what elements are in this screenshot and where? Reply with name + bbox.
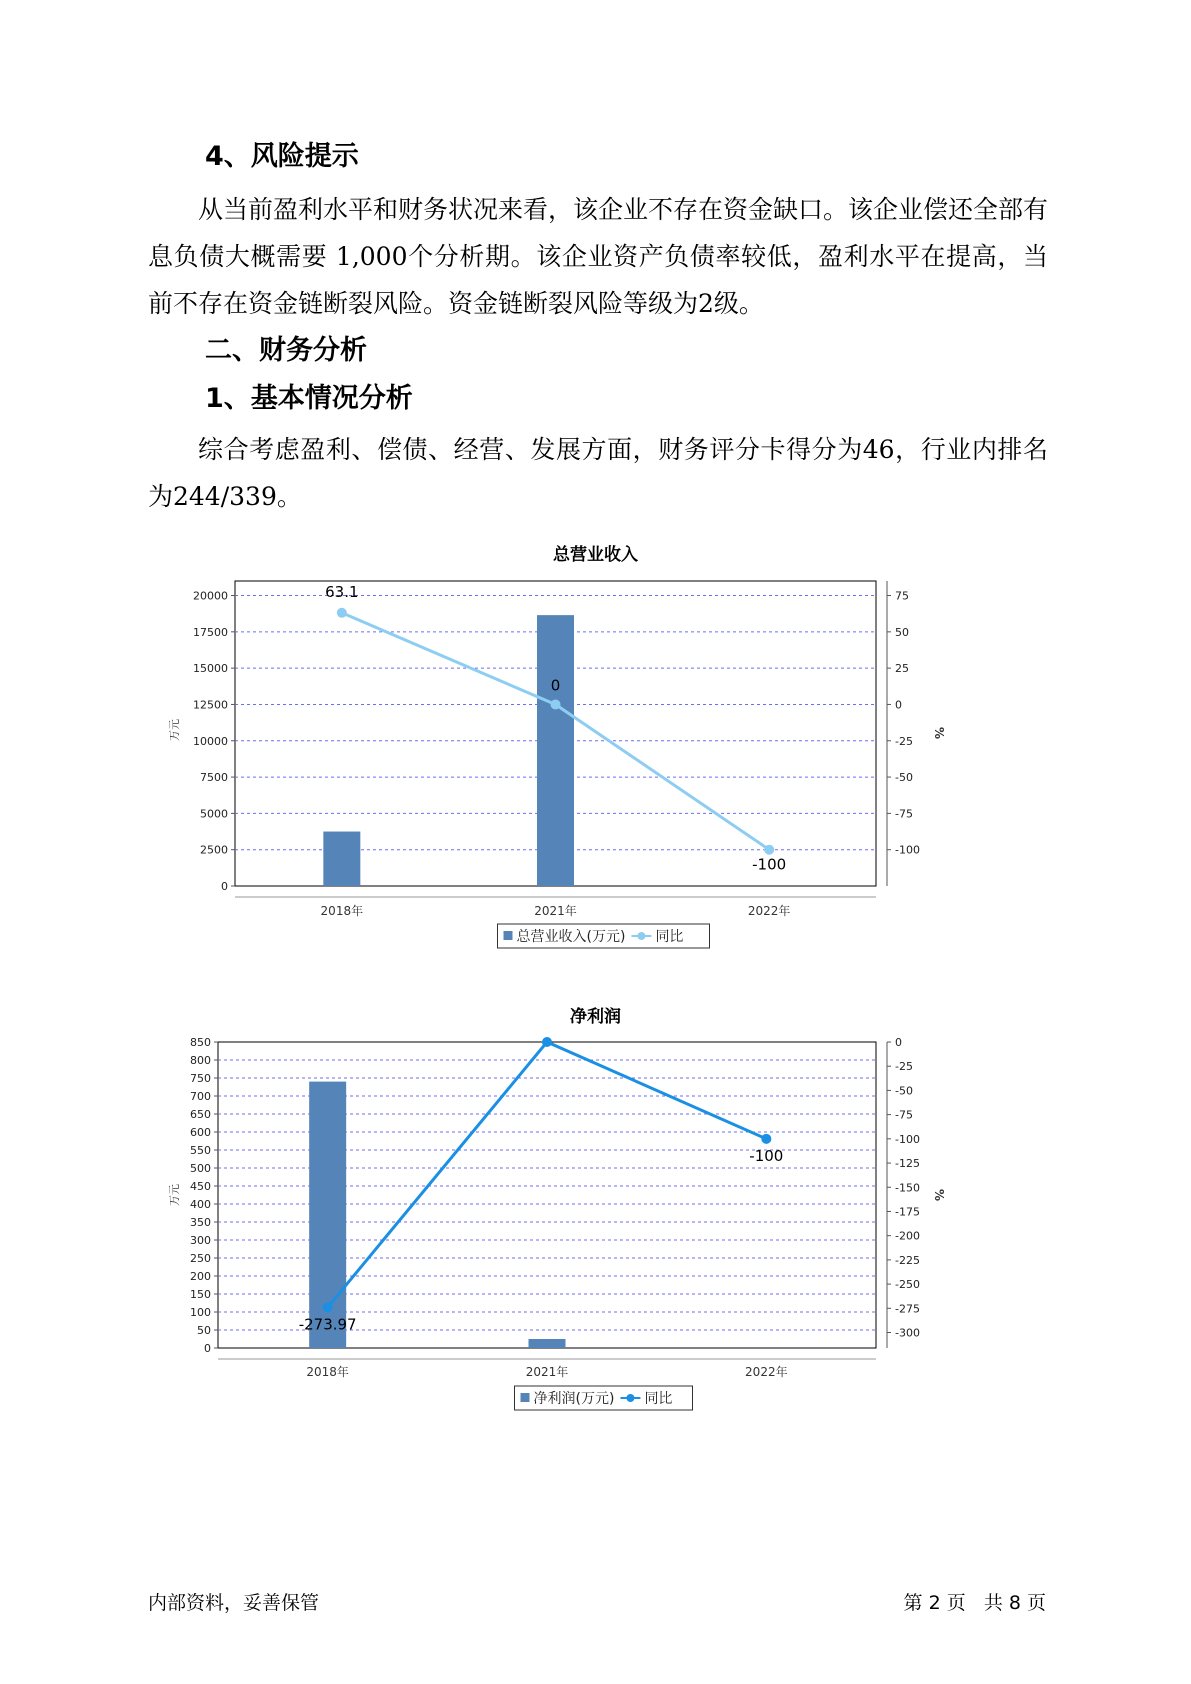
y-tick-label: 50 [197, 1324, 211, 1337]
y2-tick-label: 0 [895, 1036, 902, 1049]
data-label: -273.97 [298, 1315, 357, 1334]
basic-paragraph: 综合考虑盈利、偿债、经营、发展方面，财务评分卡得分为46，行业内排名为244/339。 [148, 435, 1048, 511]
y-tick-label: 0 [221, 880, 228, 893]
y2-tick-label: -50 [895, 771, 913, 785]
y2-tick-label: -125 [895, 1157, 920, 1171]
footer-page-number: 第 2 页 共 8 页 [903, 1592, 1046, 1614]
legend-bar-swatch [504, 931, 513, 940]
y-tick-label: 800 [190, 1054, 211, 1067]
y2-tick-label: -275 [895, 1302, 920, 1316]
legend-bar-label: 总营业收入(万元) [516, 929, 626, 945]
x-tick-label: 2022年 [745, 1365, 788, 1379]
y2-axis-label: % [932, 726, 946, 740]
legend-line-marker [626, 1394, 634, 1402]
revenue-chart [0, 565, 1191, 960]
y-tick-label: 5000 [200, 807, 228, 821]
y2-tick-label: -50 [895, 1084, 913, 1098]
y2-tick-label: -75 [895, 807, 913, 821]
y-tick-label: 0 [204, 1342, 211, 1355]
y-tick-label: 700 [190, 1090, 211, 1103]
y-tick-label: 450 [190, 1180, 211, 1193]
y-tick-label: 400 [190, 1198, 211, 1211]
x-tick-label: 2021年 [525, 1365, 569, 1379]
y2-tick-label: -225 [895, 1253, 920, 1267]
y2-tick-label: -150 [895, 1181, 920, 1195]
y-tick-label: 300 [190, 1234, 211, 1247]
legend-bar-swatch [521, 1393, 530, 1402]
y-tick-label: 850 [190, 1036, 211, 1049]
x-tick-label: 2022年 [747, 904, 791, 918]
y-tick-label: 200 [190, 1270, 211, 1283]
y-tick-label: 550 [190, 1144, 211, 1157]
y-tick-label: 2500 [200, 843, 228, 857]
x-tick-label: 2018年 [320, 904, 364, 918]
y-tick-label: 600 [190, 1126, 211, 1139]
x-tick-label: 2018年 [306, 1365, 349, 1379]
legend-line-label: 同比 [644, 1391, 673, 1407]
data-label: 63.1 [325, 582, 359, 601]
y-tick-label: 20000 [193, 589, 228, 603]
y2-tick-label: 75 [895, 589, 909, 603]
legend-bar-label: 净利润(万元) [533, 1391, 615, 1407]
legend-line-label: 同比 [655, 929, 684, 945]
y2-tick-label: 50 [895, 625, 909, 639]
line-point [764, 845, 774, 855]
line-point [551, 699, 561, 709]
y2-tick-label: -300 [895, 1326, 920, 1340]
y2-tick-label: 25 [895, 662, 909, 676]
chart-title-revenue: 总营业收入 [553, 545, 638, 565]
y-tick-label: 100 [190, 1306, 211, 1319]
y2-axis-label: % [932, 1188, 946, 1202]
y-tick-label: 7500 [200, 771, 228, 785]
y-tick-label: 650 [190, 1108, 211, 1121]
y-tick-label: 500 [190, 1162, 211, 1175]
y2-tick-label: -200 [895, 1229, 920, 1243]
bar [537, 615, 574, 886]
data-label: 0 [550, 676, 561, 695]
finance-heading: 二、财务分析 [205, 335, 367, 366]
data-label: -100 [752, 855, 787, 874]
line-point [761, 1134, 771, 1144]
risk-paragraph: 从当前盈利水平和财务状况来看，该企业不存在资金缺口。该企业偿还全部有息负债大概需要 1,000个分析期。该企业资产负债率较低，盈利水平在提高，当前不存在资金链断裂风险。资金链断裂风险等级为2级。 [148, 195, 1049, 318]
y2-tick-label: -75 [895, 1108, 913, 1122]
bar [529, 1339, 566, 1348]
y-tick-label: 750 [190, 1072, 211, 1085]
risk-heading: 4、风险提示 [205, 141, 359, 172]
y2-tick-label: -25 [895, 1060, 913, 1074]
chart-title-profit: 净利润 [570, 1007, 621, 1027]
x-tick-label: 2021年 [534, 904, 577, 918]
y-tick-label: 15000 [193, 662, 228, 676]
y-tick-label: 350 [190, 1216, 211, 1229]
y-tick-label: 17500 [193, 625, 228, 639]
line-point [542, 1037, 552, 1047]
legend-line-marker [637, 932, 645, 940]
net-profit-chart [0, 1028, 1191, 1426]
y-tick-label: 10000 [193, 734, 228, 748]
y-tick-label: 150 [190, 1288, 211, 1301]
data-label: -100 [749, 1146, 784, 1165]
y2-tick-label: -25 [895, 734, 913, 748]
bar [323, 832, 360, 886]
y2-tick-label: -100 [895, 1132, 920, 1146]
y2-tick-label: -250 [895, 1278, 920, 1292]
y2-tick-label: -100 [895, 843, 920, 857]
y2-tick-label: -175 [895, 1205, 920, 1219]
y-axis-label: 万元 [168, 1184, 181, 1206]
y-tick-label: 12500 [193, 698, 228, 712]
line-point [337, 608, 347, 618]
y-axis-label: 万元 [168, 719, 181, 741]
basic-heading: 1、基本情况分析 [205, 383, 413, 414]
footer-confidential: 内部资料，妥善保管 [148, 1592, 320, 1614]
line-point [323, 1302, 333, 1312]
y2-tick-label: 0 [895, 698, 902, 712]
y-tick-label: 250 [190, 1252, 211, 1265]
